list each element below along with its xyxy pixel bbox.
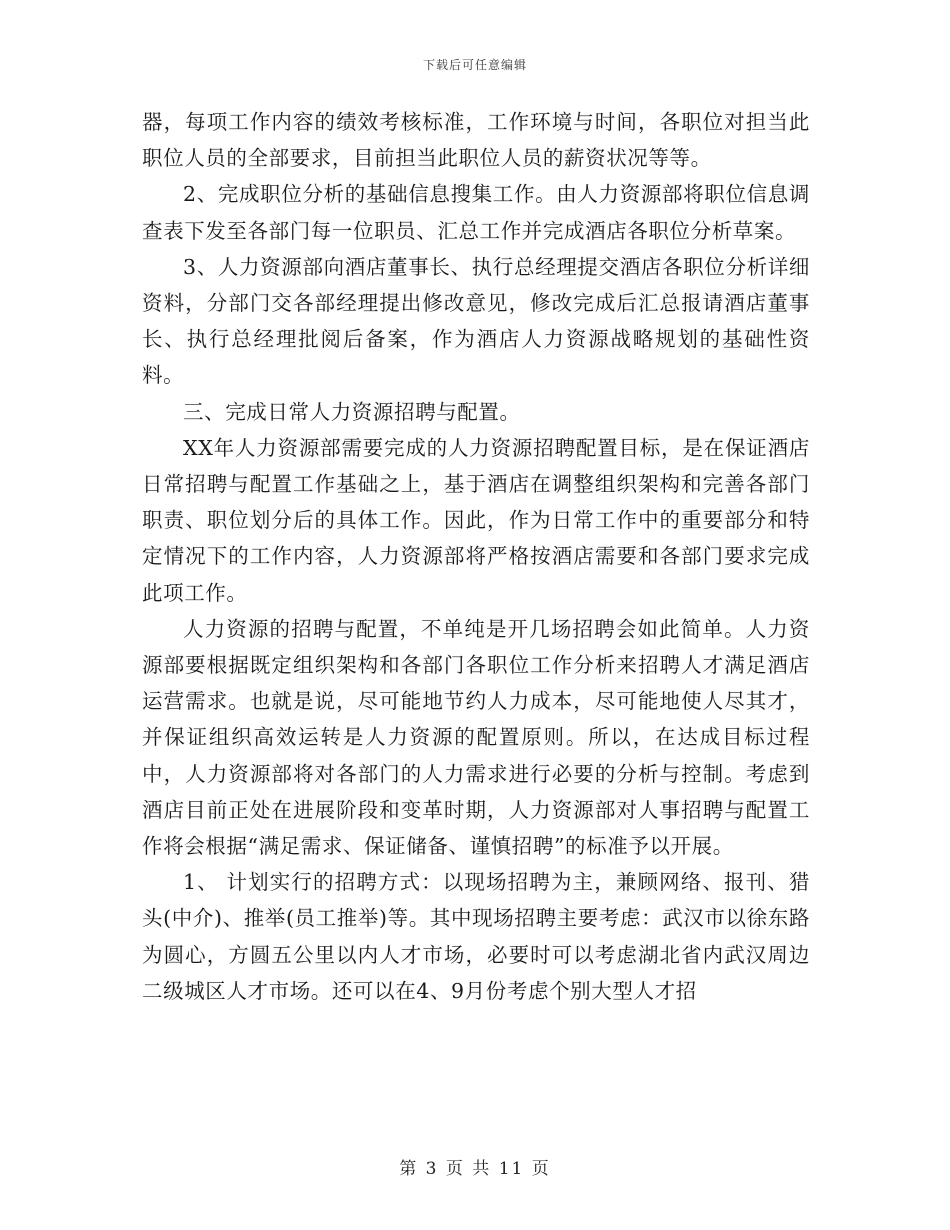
paragraph: 2、完成职位分析的基础信息搜集工作。由人力资源部将职位信息调查表下发至各部门每一位职员、汇总工作并完成酒店各职位分析草案。 [142, 182, 810, 243]
page-header: 下载后可任意编辑 [422, 58, 527, 72]
paragraph: 3、人力资源部向酒店董事长、执行总经理提交酒店各职位分析详细资料，分部门交各部经理提出修改意见，修改完成后汇总报请酒店董事长、执行总经理批阅后备案，作为酒店人力资源战略规划的基础性资料。 [142, 254, 810, 388]
paragraph: 1、 计划实行的招聘方式：以现场招聘为主，兼顾网络、报刊、猎头(中介)、推举(员工推举)等。其中现场招聘主要考虑：武汉市以徐东路为圆心，方圆五公里以内人才市场，必要时可以考虑湖北省内武汉周边二级城区人才市场。还可以在4、9月份考虑个别大型人才招 [142, 870, 810, 1003]
document-body [142, 104, 810, 1009]
page-number: 第 3 页 共 11 页 [399, 1159, 551, 1179]
paragraph: XX年人力资源部需要完成的人力资源招聘配置目标，是在保证酒店日常招聘与配置工作基础之上，基于酒店在调整组织架构和完善各部门职责、职位划分后的具体工作。因此，作为日常工作中的重要部分和特定情况下的工作内容，人力资源部将严格按酒店需要和各部门要求完成此项工作。 [142, 435, 810, 605]
paragraph: 人力资源的招聘与配置，不单纯是开几场招聘会如此简单。人力资源部要根据既定组织架构和各部门各职位工作分析来招聘人才满足酒店运营需求。也就是说，尽可能地节约人力成本，尽可能地使人尽其才，并保证组织高效运转是人力资源的配置原则。所以，在达成目标过程中，人力资源部将对各部门的人力需求进行必要的分析与控制。考虑到酒店目前正处在进展阶段和变革时期，人力资源部对人事招聘与配置工作将会根据“满足需求、保证储备、谨慎招聘”的标准予以开展。 [142, 616, 810, 859]
section-heading: 三、完成日常人力资源招聘与配置。 [183, 399, 521, 424]
paragraph: 器，每项工作内容的绩效考核标准，工作环境与时间，各职位对担当此职位人员的全部要求，目前担当此职位人员的薪资状况等等。 [142, 110, 810, 171]
